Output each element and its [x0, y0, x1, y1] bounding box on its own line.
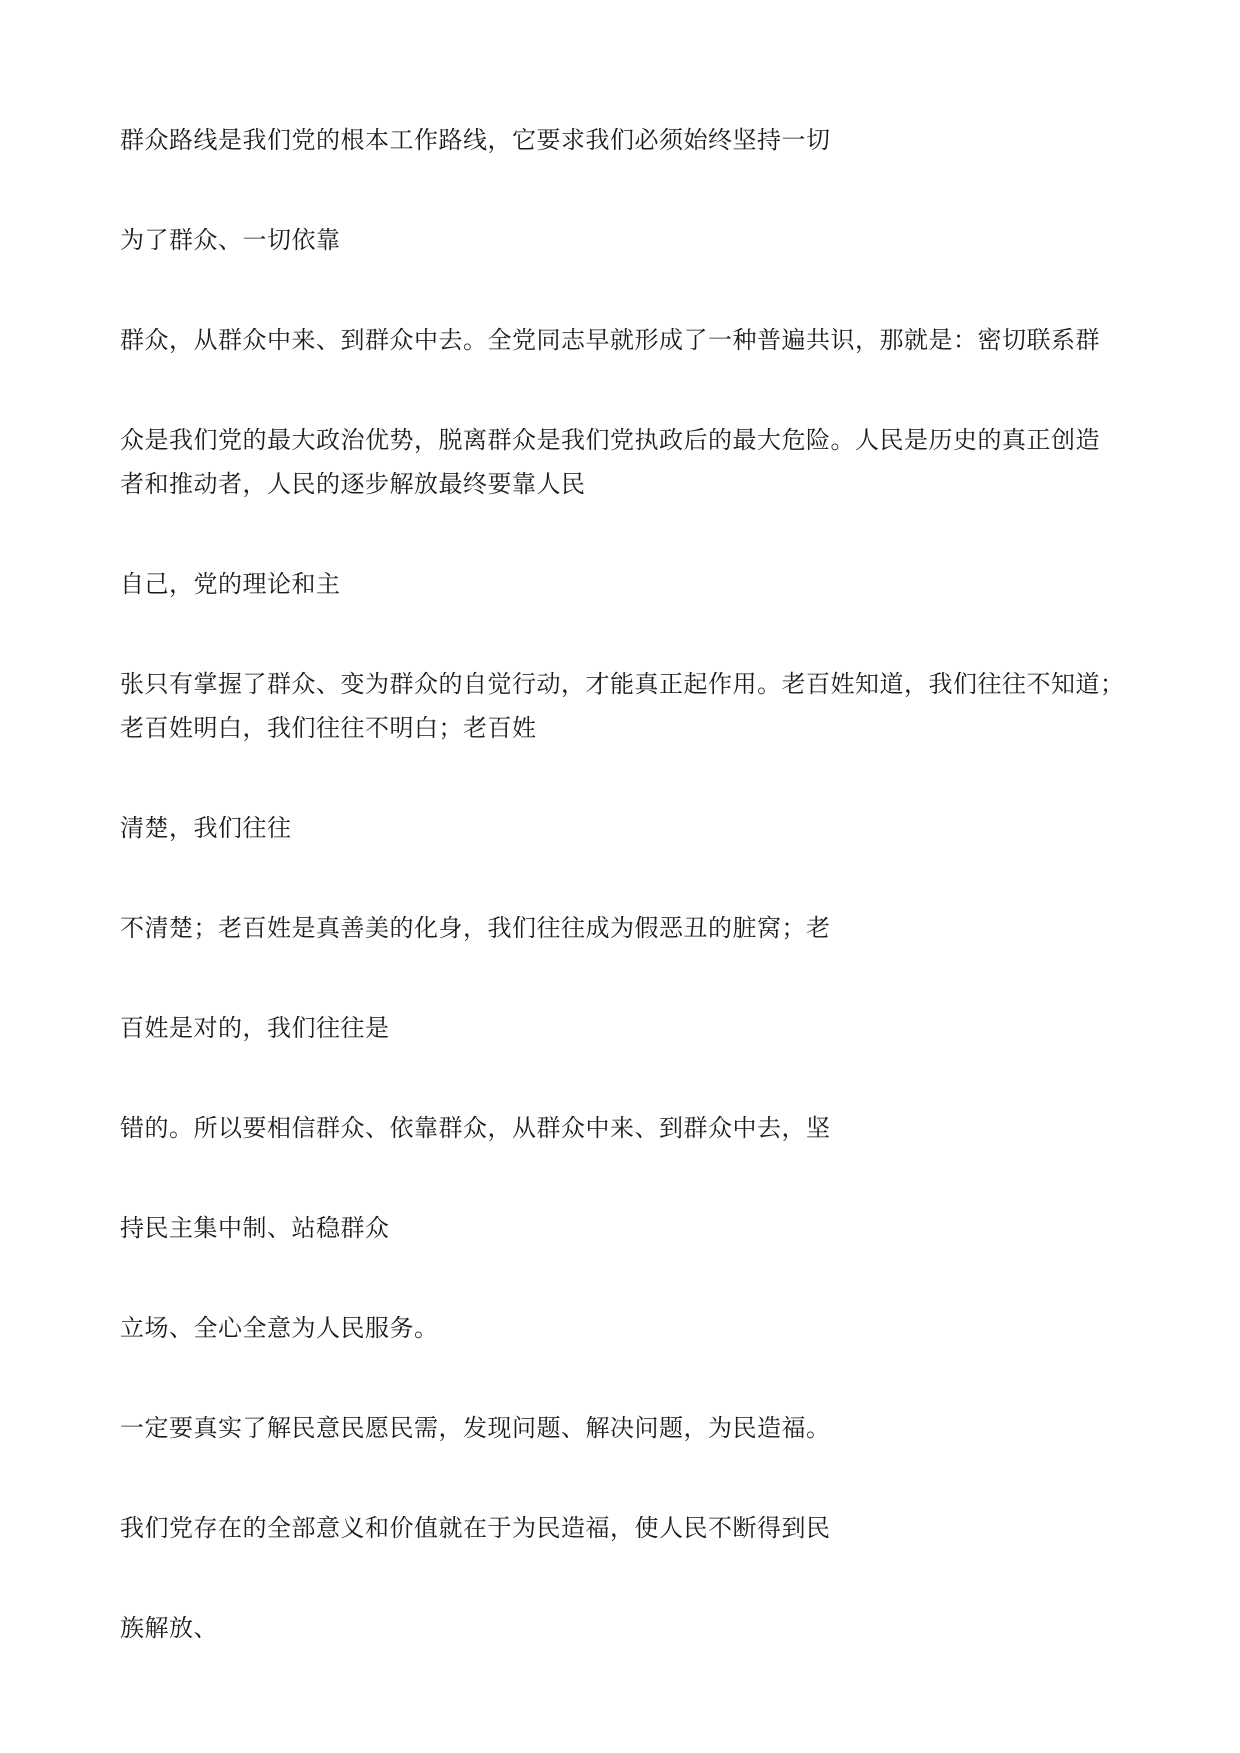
text-line: 张只有掌握了群众、变为群众的自觉行动，才能真正起作用。老百姓知道，我们往往不知道；	[120, 670, 1125, 698]
text-line: 为了群众、一切依靠	[120, 226, 341, 254]
text-line: 者和推动者，人民的逐步解放最终要靠人民	[120, 470, 586, 498]
text-line: 持民主集中制、站稳群众	[120, 1214, 390, 1242]
text-line: 立场、全心全意为人民服务。	[120, 1314, 439, 1342]
text-line: 群众，从群众中来、到群众中去。全党同志早就形成了一种普遍共识，那就是：密切联系群	[120, 326, 1100, 354]
text-line: 我们党存在的全部意义和价值就在于为民造福，使人民不断得到民	[120, 1514, 831, 1542]
text-line: 百姓是对的，我们往往是	[120, 1014, 390, 1042]
text-line: 自己，党的理论和主	[120, 570, 341, 598]
text-line: 族解放、	[120, 1614, 218, 1642]
text-line: 一定要真实了解民意民愿民需，发现问题、解决问题，为民造福。	[120, 1414, 831, 1442]
text-line: 群众路线是我们党的根本工作路线，它要求我们必须始终坚持一切	[120, 126, 831, 154]
text-line: 不清楚；老百姓是真善美的化身，我们往往成为假恶丑的脏窝；老	[120, 914, 831, 942]
text-line: 清楚，我们往往	[120, 814, 292, 842]
text-line: 错的。所以要相信群众、依靠群众，从群众中来、到群众中去，坚	[120, 1114, 831, 1142]
text-line: 老百姓明白，我们往往不明白；老百姓	[120, 714, 537, 742]
text-line: 众是我们党的最大政治优势，脱离群众是我们党执政后的最大危险。人民是历史的真正创造	[120, 426, 1100, 454]
